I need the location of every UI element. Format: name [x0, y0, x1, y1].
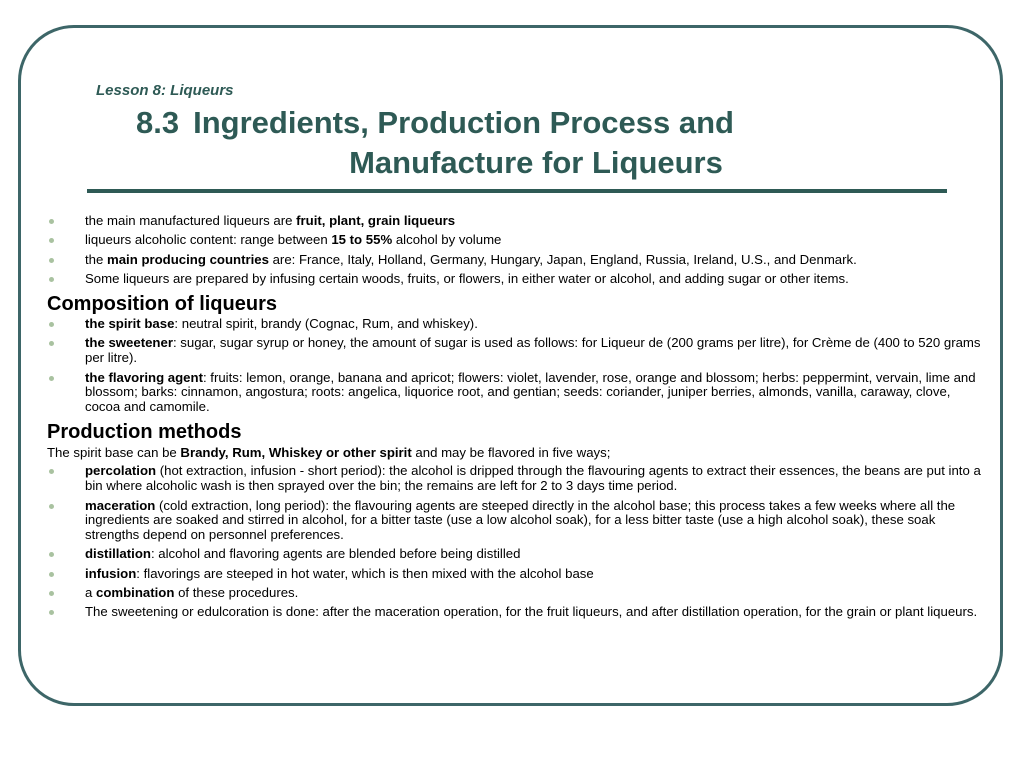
- text: a: [85, 585, 96, 601]
- text: : fruits: lemon, orange, banana and apricot; flowers: violet, lavender, rose, orange and blossom; herbs: peppermint, vervain, lime and blossom; barks: cinnamon, angostura; roots: angelica, liquorice root, and gentian; seeds: coriander, juniper berries, almonds, vanilla, caraway, clove, cocoa and camomile.: [85, 369, 976, 415]
- list-item: [47, 336, 987, 366]
- text: (hot extraction, infusion - short period): the alcohol is dripped through the flavouring agents to extract their essences, the beans are put into a bin where alcoholic wash is then sprayed over the bin; the remains are left for 2 to 3 days time period.: [85, 463, 981, 494]
- bold-text: infusion: [85, 565, 137, 581]
- production-intro: [47, 445, 987, 461]
- bold-text: the sweetener: [85, 335, 173, 351]
- text: are: France, Italy, Holland, Germany, Hungary, Japan, England, Russia, Ireland, U.S., and Denmark.: [268, 251, 857, 267]
- list-item: [47, 371, 987, 415]
- bold-text: main producing countries: [107, 251, 269, 267]
- text: alcohol by volume: [392, 232, 502, 248]
- production-heading: Production methods: [47, 421, 242, 444]
- text: of these procedures.: [174, 585, 299, 601]
- text: (cold extraction, long period): the flavouring agents are steeped directly in the alcohol base; this process takes a few weeks where all the ingredients are soaked and stirred in alcohol, for a bitter taste (use a low alcohol soak), for a less bitter taste (use a high alcohol soak), these soak strengths depend on personnel preferences.: [85, 497, 956, 543]
- text: : neutral spirit, brandy (Cognac, Rum, and whiskey).: [174, 316, 478, 332]
- text: : alcohol and flavoring agents are blended before being distilled: [150, 546, 521, 562]
- text: the: [85, 251, 107, 267]
- title-line-1: [96, 103, 976, 143]
- bold-text: fruit, plant, grain liqueurs: [296, 213, 456, 228]
- bold-text: the flavoring agent: [85, 369, 203, 385]
- list-item: [47, 567, 987, 582]
- text: : flavorings are steeped in hot water, which is then mixed with the alcohol base: [136, 565, 594, 581]
- intro-list: [47, 214, 987, 287]
- bold-text: combination: [96, 585, 175, 601]
- slide-title: [96, 103, 976, 183]
- list-item: [47, 214, 987, 229]
- text: Some liqueurs are prepared by infusing certain woods, fruits, or flowers, in either water or alcohol, and adding sugar or other items.: [85, 270, 849, 286]
- list-item: [47, 464, 987, 494]
- bold-text: the spirit base: [85, 316, 175, 332]
- composition-list: [47, 317, 987, 415]
- list-item: [47, 233, 987, 248]
- lesson-label: Lesson 8: Liqueurs: [96, 82, 234, 99]
- text: The sweetening or edulcoration is done: after the maceration operation, for the fruit liqueurs, and after distillation operation, for the grain or plant liqueurs.: [85, 604, 978, 620]
- list-item: [47, 586, 987, 601]
- list-item: [47, 253, 987, 268]
- text: and may be flavored in five ways;: [411, 445, 611, 461]
- title-line-2: Manufacture for Liqueurs: [349, 145, 723, 180]
- list-item: [47, 547, 987, 562]
- bold-text: distillation: [85, 546, 151, 562]
- list-item: [47, 605, 987, 620]
- production-list: [47, 464, 987, 620]
- composition-heading: Composition of liqueurs: [47, 293, 277, 316]
- bold-text: percolation: [85, 463, 157, 479]
- text: liqueurs alcoholic content: range between: [85, 232, 332, 248]
- text: the main manufactured liqueurs are: [85, 213, 297, 228]
- text: The spirit base can be: [47, 445, 181, 461]
- bold-text: 15 to 55%: [331, 232, 393, 248]
- bold-text: maceration: [85, 497, 156, 513]
- list-item: [47, 499, 987, 543]
- list-item: [47, 317, 987, 332]
- text: : sugar, sugar syrup or honey, the amount of sugar is used as follows: for Liqueur de (200 grams per litre), for Crème de (400 to 520 grams per litre).: [85, 335, 981, 366]
- title-divider: [87, 189, 947, 193]
- title-line-1-text: Ingredients, Production Process and: [193, 105, 734, 140]
- title-number: 8.3: [136, 105, 180, 140]
- bold-text: Brandy, Rum, Whiskey or other spirit: [180, 445, 412, 461]
- list-item: [47, 272, 987, 287]
- slide-content: [47, 214, 987, 625]
